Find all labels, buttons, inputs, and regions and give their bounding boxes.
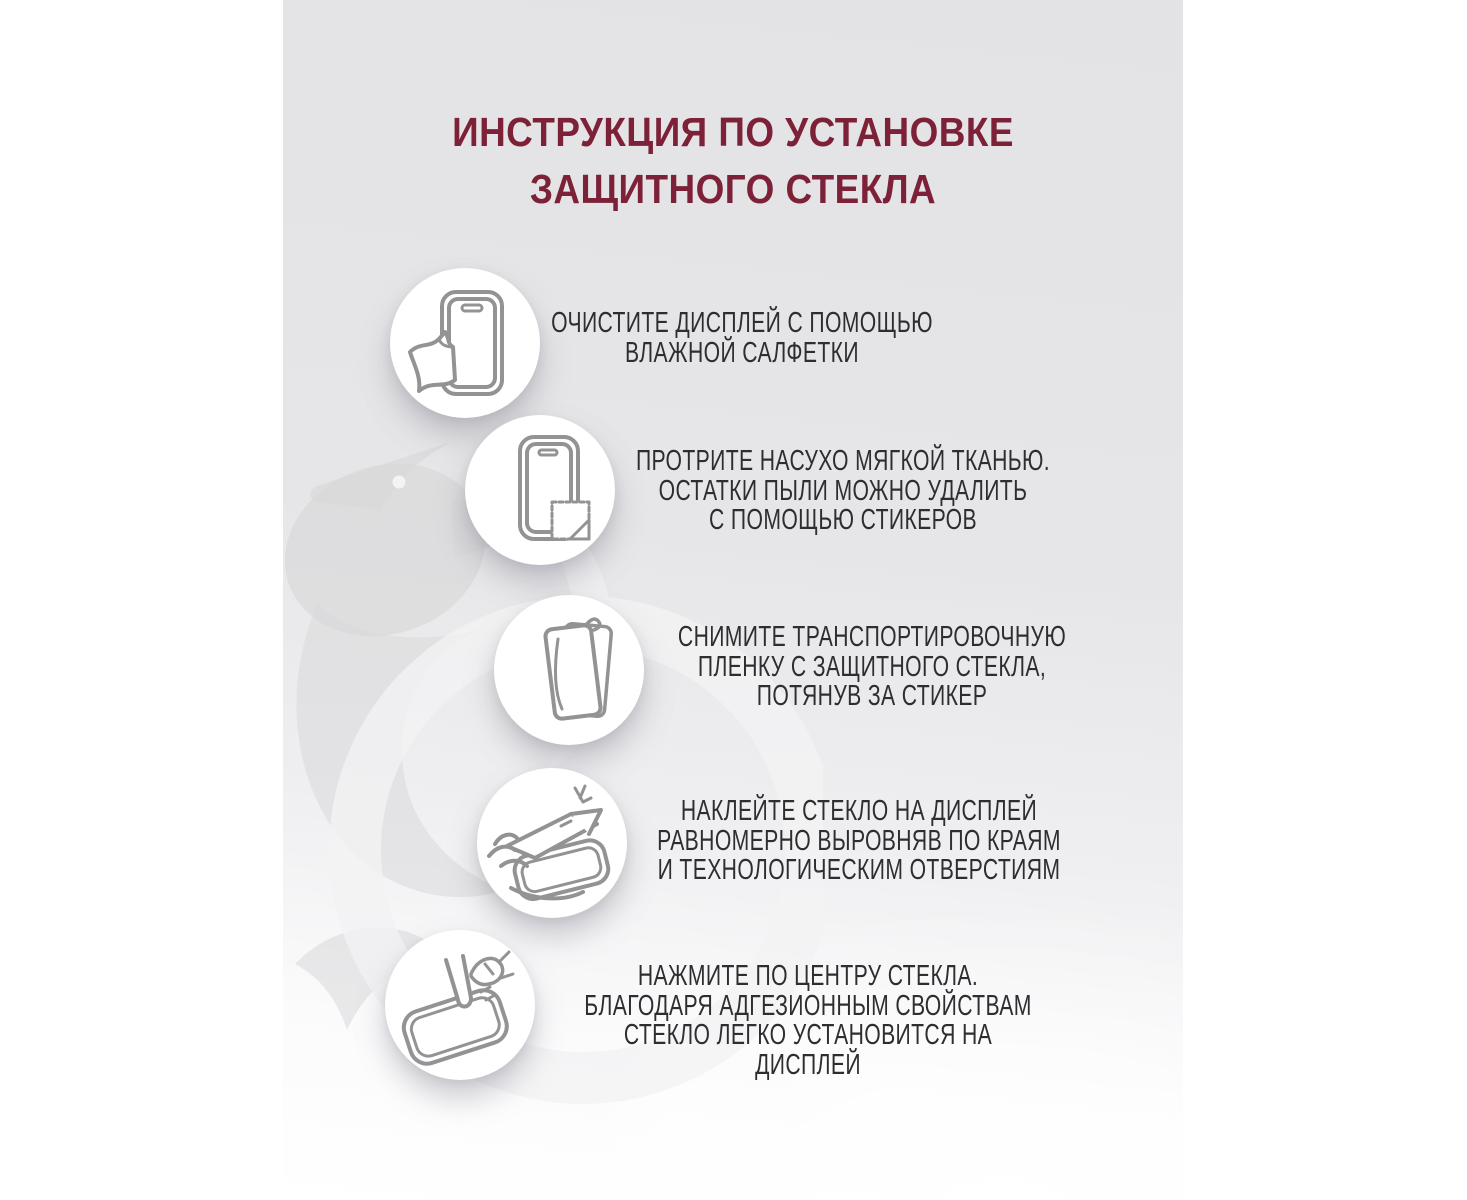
step4-text <box>549 797 1169 886</box>
step1-text <box>432 309 1052 368</box>
step2-text <box>533 447 1153 536</box>
step4-line: РАВНОМЕРНО ВЫРОВНЯВ ПО КРАЯМ <box>657 824 1061 857</box>
step2-line: ОСТАТКИ ПЫЛИ МОЖНО УДАЛИТЬ <box>658 474 1028 507</box>
step2-line: ПРОТРИТЕ НАСУХО МЯГКОЙ ТКАНЬЮ. <box>635 445 1051 477</box>
step2-line: С ПОМОЩЬЮ СТИКЕРОВ <box>709 504 977 536</box>
step1-line: ВЛАЖНОЙ САЛФЕТКИ <box>625 336 859 369</box>
step3-line: ПЛЕНКУ С ЗАЩИТНОГО СТЕКЛА, <box>697 650 1047 683</box>
step5-text <box>498 962 1118 1080</box>
step5-line: СТЕКЛО ЛЕГКО УСТАНОВИТСЯ НА ДИСПЛЕЙ <box>623 1019 993 1081</box>
step5-line: НАЖМИТЕ ПО ЦЕНТРУ СТЕКЛА. <box>637 960 979 992</box>
step4-line: НАКЛЕЙТЕ СТЕКЛО НА ДИСПЛЕЙ <box>680 795 1038 827</box>
page-title <box>283 104 1183 218</box>
title-line-2: ЗАЩИТНОГО СТЕКЛА <box>529 166 937 212</box>
step1-line: ОЧИСТИТЕ ДИСПЛЕЙ С ПОМОЩЬЮ <box>551 307 933 339</box>
step5-line: БЛАГОДАРЯ АДГЕЗИОННЫМ СВОЙСТВАМ <box>584 989 1032 1022</box>
title-line-1: ИНСТРУКЦИЯ ПО УСТАНОВКЕ <box>452 109 1014 155</box>
step4-line: И ТЕХНОЛОГИЧЕСКИМ ОТВЕРСТИЯМ <box>657 854 1061 886</box>
step3-line: СНИМИТЕ ТРАНСПОРТИРОВОЧНУЮ <box>677 621 1067 653</box>
content-panel <box>283 0 1183 1200</box>
step3-line: ПОТЯНУВ ЗА СТИКЕР <box>756 680 988 712</box>
step3-text <box>562 623 1182 712</box>
